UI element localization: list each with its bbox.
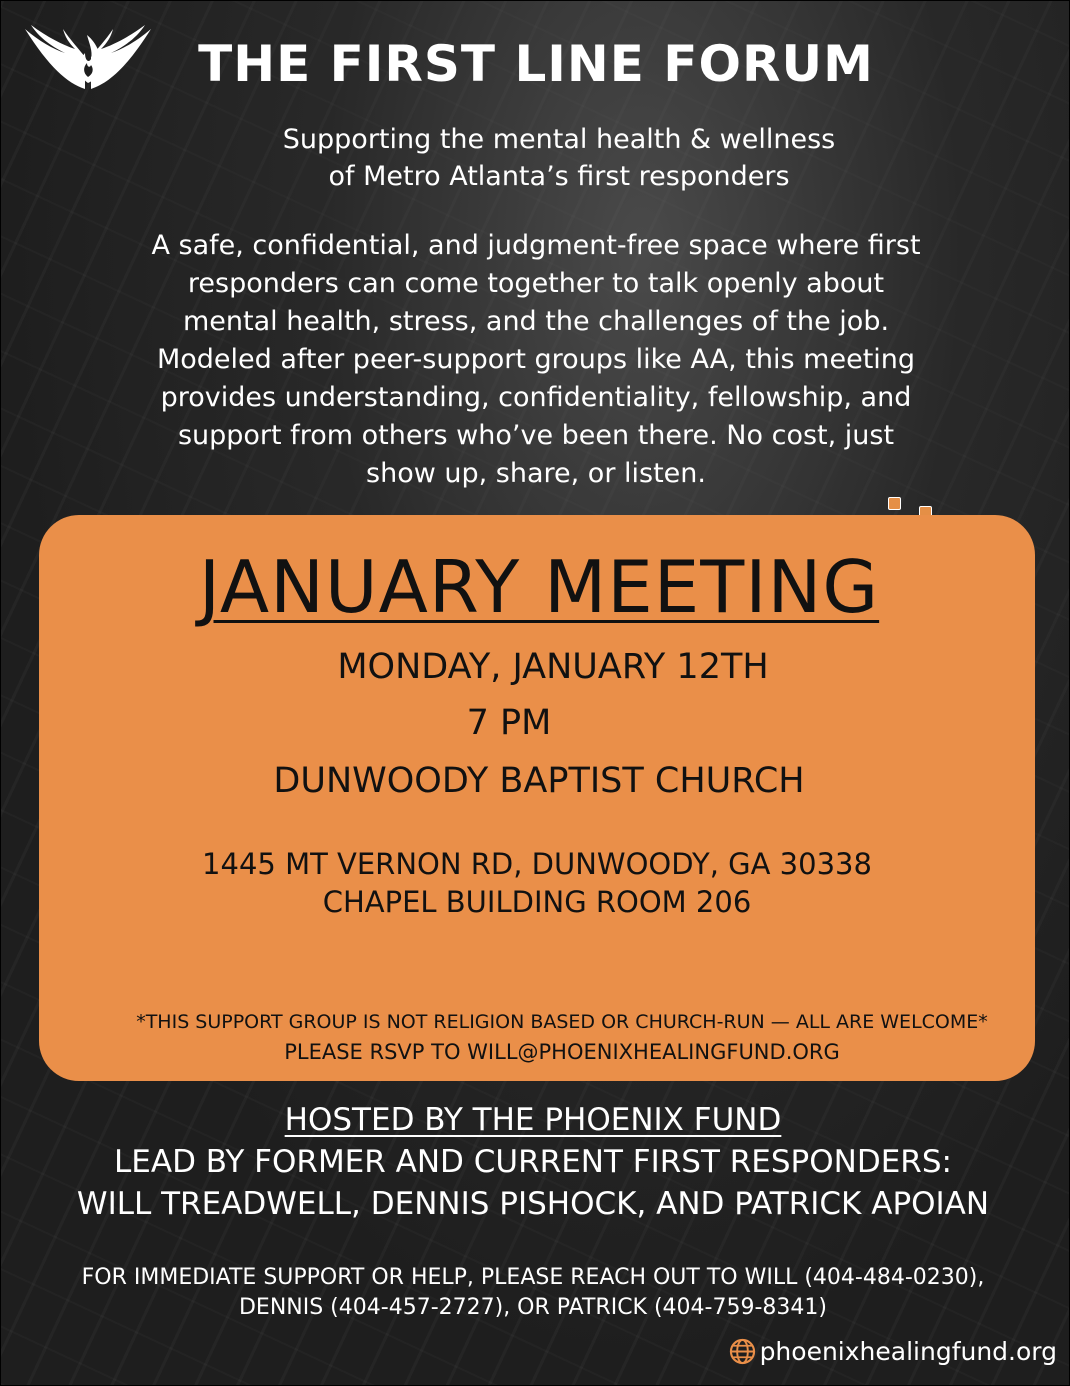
meeting-date: MONDAY, JANUARY 12TH (337, 647, 769, 687)
tagline-line: of Metro Atlanta’s first responders (328, 161, 790, 192)
tagline-line: Supporting the mental health & wellness (282, 124, 836, 155)
description-line: support from others who’ve been there. No cost, just (177, 420, 895, 451)
meeting-address-line2: CHAPEL BUILDING ROOM 206 (322, 885, 752, 919)
page-title: THE FIRST LINE FORUM (198, 35, 874, 93)
host-names: WILL TREADWELL, DENNIS PISHOCK, AND PATRICK APOIAN (76, 1186, 990, 1222)
meeting-disclaimer: *THIS SUPPORT GROUP IS NOT RELIGION BASED OR CHURCH-RUN — ALL ARE WELCOME* (136, 1011, 988, 1033)
website-text: phoenixhealingfund.org (759, 1337, 1057, 1366)
description (41, 227, 1031, 493)
meeting-heading (39, 545, 1039, 629)
description-line: provides understanding, confidentiality, fellowship, and (160, 382, 912, 413)
globe-icon (729, 1338, 756, 1365)
description-line: show up, share, or listen. (366, 458, 706, 489)
meeting-heading-text: JANUARY MEETING (198, 545, 880, 629)
lead-by: LEAD BY FORMER AND CURRENT FIRST RESPONDERS: (114, 1144, 952, 1180)
rsvp-text: PLEASE RSVP TO WILL@PHOENIXHEALINGFUND.ORG (284, 1040, 840, 1064)
tagline (1, 121, 1070, 195)
meeting-address-line1: 1445 MT VERNON RD, DUNWOODY, GA 30338 (202, 847, 872, 881)
description-line: Modeled after peer-support groups like AA, this meeting (156, 344, 916, 375)
selection-handle (888, 497, 901, 510)
meeting-card (39, 515, 1035, 1081)
description-line: responders can come together to talk openly about (187, 268, 885, 299)
meeting-time: 7 PM (466, 703, 552, 743)
contact-line: FOR IMMEDIATE SUPPORT OR HELP, PLEASE REACH OUT TO WILL (404-484-0230), (81, 1265, 985, 1290)
hosted-by: HOSTED BY THE PHOENIX FUND (284, 1102, 782, 1138)
meeting-venue: DUNWOODY BAPTIST CHURCH (273, 761, 805, 801)
website-link[interactable] (729, 1337, 1057, 1366)
contact-section (1, 1263, 1065, 1323)
contact-line: DENNIS (404-457-2727), OR PATRICK (404-759-8341) (238, 1295, 827, 1320)
hosts-section (1, 1099, 1065, 1225)
description-line: A safe, confidential, and judgment-free space where first (151, 230, 921, 261)
description-line: mental health, stress, and the challenges of the job. (182, 306, 890, 337)
